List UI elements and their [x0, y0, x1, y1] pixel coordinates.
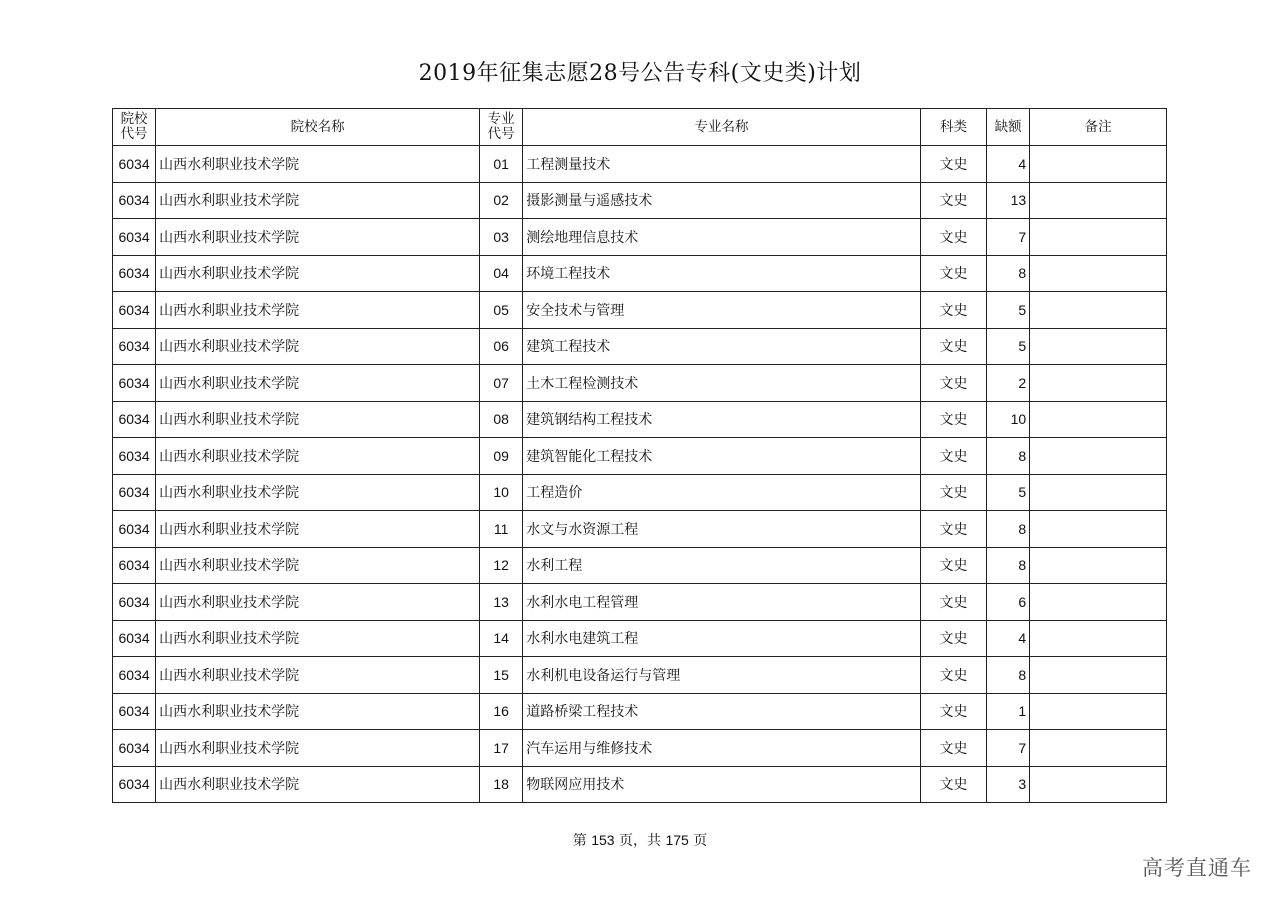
cell-major-name: 水利水电建筑工程 — [523, 620, 921, 657]
cell-school-name: 山西水利职业技术学院 — [156, 438, 480, 475]
table-row — [113, 620, 1167, 657]
cell-major-code: 17 — [480, 730, 523, 767]
cell-school-code: 6034 — [113, 292, 156, 329]
table-row — [113, 511, 1167, 548]
table-row — [113, 730, 1167, 767]
cell-major-code: 04 — [480, 255, 523, 292]
cell-major-name: 汽车运用与维修技术 — [523, 730, 921, 767]
footer-total-pages: 175 — [665, 832, 689, 848]
cell-quota: 5 — [987, 292, 1030, 329]
cell-school-name: 山西水利职业技术学院 — [156, 766, 480, 803]
cell-school-code: 6034 — [113, 182, 156, 219]
cell-major-name: 水利水电工程管理 — [523, 584, 921, 621]
cell-major-name: 水利工程 — [523, 547, 921, 584]
header-school-name: 院校名称 — [156, 109, 480, 146]
cell-remark — [1030, 657, 1167, 694]
table-row — [113, 182, 1167, 219]
cell-major-name: 工程造价 — [523, 474, 921, 511]
cell-quota: 6 — [987, 584, 1030, 621]
cell-category: 文史 — [920, 474, 986, 511]
table-body — [113, 146, 1167, 803]
table-row — [113, 547, 1167, 584]
cell-quota: 8 — [987, 438, 1030, 475]
cell-major-code: 02 — [480, 182, 523, 219]
enrollment-plan-table — [112, 108, 1167, 803]
cell-quota: 3 — [987, 766, 1030, 803]
cell-school-code: 6034 — [113, 474, 156, 511]
cell-remark — [1030, 547, 1167, 584]
cell-quota: 5 — [987, 474, 1030, 511]
header-major-code-line2: 代号 — [487, 126, 515, 142]
cell-major-name: 水文与水资源工程 — [523, 511, 921, 548]
table-row — [113, 292, 1167, 329]
table-row — [113, 255, 1167, 292]
header-major-name: 专业名称 — [523, 109, 921, 146]
cell-school-name: 山西水利职业技术学院 — [156, 657, 480, 694]
page-footer — [0, 830, 1280, 850]
cell-quota: 10 — [987, 401, 1030, 438]
cell-major-name: 物联网应用技术 — [523, 766, 921, 803]
cell-school-name: 山西水利职业技术学院 — [156, 474, 480, 511]
table-row — [113, 474, 1167, 511]
cell-remark — [1030, 584, 1167, 621]
cell-school-code: 6034 — [113, 255, 156, 292]
cell-category: 文史 — [920, 657, 986, 694]
cell-major-name: 测绘地理信息技术 — [523, 219, 921, 256]
cell-school-name: 山西水利职业技术学院 — [156, 219, 480, 256]
cell-remark — [1030, 146, 1167, 183]
cell-school-code: 6034 — [113, 438, 156, 475]
cell-school-code: 6034 — [113, 620, 156, 657]
cell-major-code: 10 — [480, 474, 523, 511]
footer-prefix: 第 — [572, 833, 592, 849]
cell-school-name: 山西水利职业技术学院 — [156, 401, 480, 438]
cell-major-code: 07 — [480, 365, 523, 402]
watermark-text: 高考直通车 — [1142, 856, 1252, 880]
cell-major-code: 01 — [480, 146, 523, 183]
cell-quota: 4 — [987, 620, 1030, 657]
cell-school-code: 6034 — [113, 766, 156, 803]
table-row — [113, 328, 1167, 365]
cell-remark — [1030, 730, 1167, 767]
cell-major-code: 06 — [480, 328, 523, 365]
cell-quota: 4 — [987, 146, 1030, 183]
cell-school-name: 山西水利职业技术学院 — [156, 182, 480, 219]
cell-major-name: 土木工程检测技术 — [523, 365, 921, 402]
cell-school-name: 山西水利职业技术学院 — [156, 146, 480, 183]
cell-major-code: 15 — [480, 657, 523, 694]
cell-remark — [1030, 766, 1167, 803]
cell-major-name: 工程测量技术 — [523, 146, 921, 183]
footer-page-number: 153 — [591, 832, 615, 848]
table-row — [113, 438, 1167, 475]
header-major-code-line1: 专业 — [487, 111, 515, 127]
cell-major-name: 建筑智能化工程技术 — [523, 438, 921, 475]
cell-major-code: 13 — [480, 584, 523, 621]
cell-major-name: 摄影测量与遥感技术 — [523, 182, 921, 219]
table-row — [113, 766, 1167, 803]
cell-major-name: 道路桥梁工程技术 — [523, 693, 921, 730]
cell-category: 文史 — [920, 328, 986, 365]
cell-category: 文史 — [920, 620, 986, 657]
document-title: 2019年征集志愿28号公告专科(文史类)计划 — [418, 61, 862, 86]
cell-school-code: 6034 — [113, 328, 156, 365]
cell-remark — [1030, 474, 1167, 511]
cell-major-code: 09 — [480, 438, 523, 475]
cell-school-name: 山西水利职业技术学院 — [156, 511, 480, 548]
cell-school-name: 山西水利职业技术学院 — [156, 365, 480, 402]
cell-remark — [1030, 182, 1167, 219]
cell-school-name: 山西水利职业技术学院 — [156, 730, 480, 767]
header-category: 科类 — [920, 109, 986, 146]
header-row — [113, 109, 1167, 146]
cell-school-name: 山西水利职业技术学院 — [156, 255, 480, 292]
cell-category: 文史 — [920, 547, 986, 584]
cell-category: 文史 — [920, 219, 986, 256]
table-row — [113, 401, 1167, 438]
cell-category: 文史 — [920, 730, 986, 767]
cell-quota: 8 — [987, 657, 1030, 694]
cell-school-name: 山西水利职业技术学院 — [156, 584, 480, 621]
cell-school-name: 山西水利职业技术学院 — [156, 328, 480, 365]
cell-major-code: 12 — [480, 547, 523, 584]
cell-category: 文史 — [920, 584, 986, 621]
header-school-code-line2: 代号 — [120, 126, 148, 142]
header-quota: 缺额 — [987, 109, 1030, 146]
cell-major-code: 14 — [480, 620, 523, 657]
cell-category: 文史 — [920, 438, 986, 475]
cell-major-code: 08 — [480, 401, 523, 438]
cell-school-code: 6034 — [113, 730, 156, 767]
cell-school-code: 6034 — [113, 401, 156, 438]
cell-school-code: 6034 — [113, 219, 156, 256]
cell-major-code: 05 — [480, 292, 523, 329]
cell-category: 文史 — [920, 511, 986, 548]
cell-category: 文史 — [920, 182, 986, 219]
cell-remark — [1030, 620, 1167, 657]
table-row — [113, 146, 1167, 183]
cell-school-code: 6034 — [113, 547, 156, 584]
cell-category: 文史 — [920, 255, 986, 292]
cell-category: 文史 — [920, 766, 986, 803]
cell-category: 文史 — [920, 401, 986, 438]
cell-category: 文史 — [920, 292, 986, 329]
cell-school-name: 山西水利职业技术学院 — [156, 620, 480, 657]
cell-major-name: 建筑钢结构工程技术 — [523, 401, 921, 438]
cell-quota: 1 — [987, 693, 1030, 730]
cell-remark — [1030, 693, 1167, 730]
header-major-code — [480, 109, 523, 146]
cell-remark — [1030, 365, 1167, 402]
cell-school-code: 6034 — [113, 584, 156, 621]
header-remark: 备注 — [1030, 109, 1167, 146]
header-school-code-line1: 院校 — [120, 111, 148, 127]
cell-school-code: 6034 — [113, 146, 156, 183]
cell-school-name: 山西水利职业技术学院 — [156, 547, 480, 584]
cell-major-name: 水利机电设备运行与管理 — [523, 657, 921, 694]
cell-school-name: 山西水利职业技术学院 — [156, 292, 480, 329]
cell-quota: 13 — [987, 182, 1030, 219]
table-row — [113, 219, 1167, 256]
footer-suffix: 页 — [688, 833, 708, 849]
cell-quota: 8 — [987, 547, 1030, 584]
cell-remark — [1030, 292, 1167, 329]
cell-remark — [1030, 438, 1167, 475]
cell-school-code: 6034 — [113, 657, 156, 694]
table-row — [113, 365, 1167, 402]
cell-category: 文史 — [920, 693, 986, 730]
footer-middle: 页，共 — [614, 833, 666, 849]
cell-remark — [1030, 511, 1167, 548]
cell-major-name: 建筑工程技术 — [523, 328, 921, 365]
table-header — [113, 109, 1167, 146]
cell-remark — [1030, 401, 1167, 438]
cell-remark — [1030, 328, 1167, 365]
cell-major-code: 03 — [480, 219, 523, 256]
cell-quota: 8 — [987, 255, 1030, 292]
cell-quota: 5 — [987, 328, 1030, 365]
cell-major-code: 18 — [480, 766, 523, 803]
cell-major-code: 16 — [480, 693, 523, 730]
cell-school-code: 6034 — [113, 693, 156, 730]
cell-quota: 8 — [987, 511, 1030, 548]
cell-school-name: 山西水利职业技术学院 — [156, 693, 480, 730]
table-row — [113, 657, 1167, 694]
cell-major-code: 11 — [480, 511, 523, 548]
cell-major-name: 环境工程技术 — [523, 255, 921, 292]
cell-remark — [1030, 219, 1167, 256]
cell-remark — [1030, 255, 1167, 292]
table-row — [113, 584, 1167, 621]
cell-category: 文史 — [920, 365, 986, 402]
table-row — [113, 693, 1167, 730]
cell-major-name: 安全技术与管理 — [523, 292, 921, 329]
cell-quota: 7 — [987, 730, 1030, 767]
header-school-code — [113, 109, 156, 146]
cell-quota: 7 — [987, 219, 1030, 256]
cell-school-code: 6034 — [113, 511, 156, 548]
cell-school-code: 6034 — [113, 365, 156, 402]
cell-category: 文史 — [920, 146, 986, 183]
cell-quota: 2 — [987, 365, 1030, 402]
